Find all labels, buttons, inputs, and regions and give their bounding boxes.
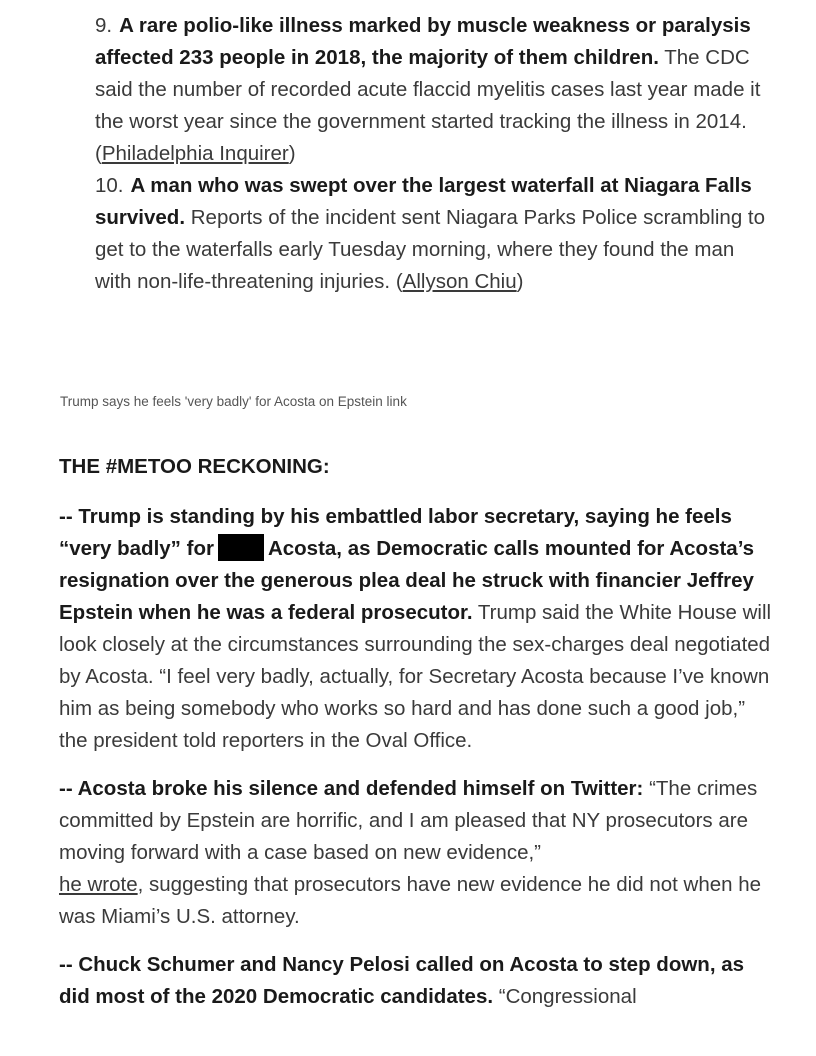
item-body: The CDC said the number of recorded acute flaccid myelitis cases last year made it the worst year since the government started tracking the illness in 2014. [95,46,761,133]
section-heading: THE #METOO RECKONING: [59,455,330,478]
paragraph-lead: -- Trump is standing by his embattled labor secretary, saying he feels “very badly” for [59,505,732,560]
video-caption: Trump says he feels 'very badly' for Acosta on Epstein link [60,394,407,409]
item-number: 10. [95,174,124,197]
paragraph [59,773,779,933]
paragraph-body: “Congressional [498,985,637,1008]
source-link[interactable]: Allyson Chiu [402,270,517,293]
paragraph [59,949,779,1013]
article-body [59,501,779,1029]
list-item: 9. A rare polio-like illness marked by muscle weakness or paralysis affected 233 people in 2018, the majority of them children. The CDC said the number of recorded acute flaccid myelitis cases last year made it the worst year since the government started tracking the illness in 2014. (Philadelphia Inquirer) [95,14,761,165]
paragraph-lead: -- Chuck Schumer and Nancy Pelosi called on Acosta to step down, as did most of the 2020 Democratic candidates. [59,953,745,1008]
list-item: 10. A man who was swept over the largest waterfall at Niagara Falls survived. Reports of the incident sent Niagara Parks Police scrambling to get to the waterfalls early Tuesday morning, where they found the man with non-life-threatening injuries. (Allyson Chiu) [95,174,766,293]
item-body: Reports of the incident sent Niagara Parks Police scrambling to get to the waterfalls early Tuesday morning, where they found the man with non-life-threatening injuries. [95,206,766,293]
paragraph-lead-continued: Acosta, as Democratic calls mounted for Acosta’s resignation over the generous plea deal he struck with financier Jeffrey Epstein when he was a federal prosecutor. [59,537,755,624]
numbered-news-list [95,10,775,298]
paragraph-body: Trump said the White House will look closely at the circumstances surrounding the sex-charges deal negotiated by Acosta. “I feel very badly, actually, for Secretary Acosta because I’ve known him as being somebody who works so hard and has done such a good job,” the president told reporters in the Oval Office. [59,601,772,752]
item-headline: A man who was swept over the largest waterfall at Niagara Falls survived. [95,174,752,229]
source-link[interactable]: Philadelphia Inquirer [101,142,289,165]
redaction-block [218,534,264,561]
paragraph [59,501,779,757]
paragraph-body-continued: , suggesting that prosecutors have new evidence he did not when he was Miami’s U.S. attorney. [59,873,762,928]
tweet-link[interactable]: he wrote [59,873,138,896]
item-headline: A rare polio-like illness marked by muscle weakness or paralysis affected 233 people in 2018, the majority of them children. [95,14,751,69]
paragraph-lead: -- Acosta broke his silence and defended himself on Twitter: [59,777,644,800]
paragraph-body: “The crimes committed by Epstein are horrific, and I am pleased that NY prosecutors are moving forward with a case based on new evidence,” [59,777,758,864]
item-number: 9. [95,14,113,37]
